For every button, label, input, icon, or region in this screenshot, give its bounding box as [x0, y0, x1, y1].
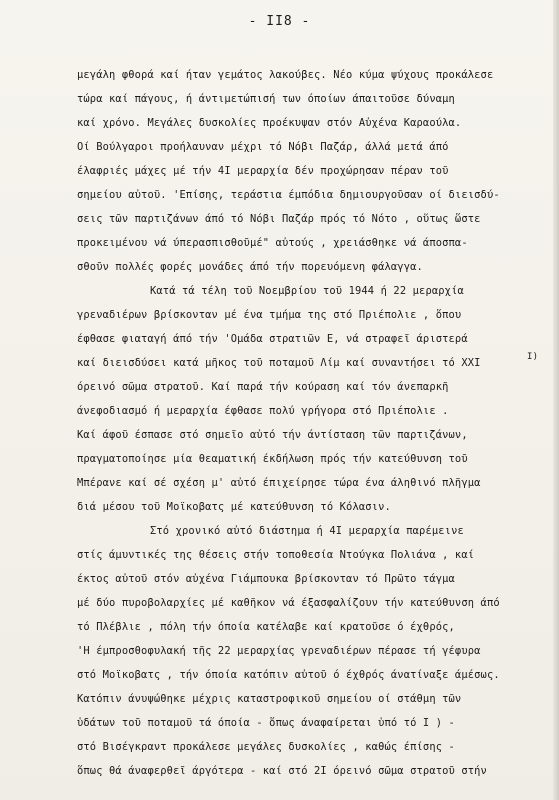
text-line: όρεινό σῶμα στρατοῦ. Καί παρά τήν κούραση καί τόν άνεπαρκῆ [77, 381, 449, 393]
text-line: στίς άμυντικές της θέσεις στήν τοποθεσία Ντούγκα Πολιάνα , καί [77, 549, 475, 561]
text-line: γρεναδιέρων βρίσκονταν μέ ένα τμήμα της στό Πριέπολιε , ὅπου [77, 309, 462, 321]
text-line: τώρα καί πάγους, ή άντιμετώπισή των όποίων άπαιτοῦσε δύναμη [77, 93, 455, 105]
text-line: Οί Βούλγαροι προήλαυναν μέχρι τό Νόβι Παζάρ, άλλά μετά άπό [77, 141, 449, 153]
text-line: μεγάλη φθορά καί ήταν γεμάτος λακούβες. Νέο κύμα ψύχους προκάλεσε [77, 69, 494, 81]
text-line: στό Μοϊκοβατς , τήν όποία κατόπιν αὐτοῦ ό έχθρός άνατίναξε άμέσως. [77, 669, 500, 681]
text-line: 'Η έμπροσθοφυλακή τῆς 22 μεραρχίας γρεναδιέρων πέρασε τή γέφυρα [77, 645, 481, 657]
text-line: τό Πλέβλιε , πόλη τήν όποία κατέλαβε καί κρατοῦσε ό έχθρός, [77, 621, 455, 633]
text-line: άνεφοδιασμό ή μεραρχία έφθασε πολύ γρήγορα στό Πριέπολιε . [77, 405, 449, 417]
text-line: έφθασε φιαταγή άπό τήν 'Ομάδα στρατιῶν Ε, νά στραφεῖ άριστερά [77, 333, 468, 345]
text-line: διά μέσου τοῦ Μοϊκοβατς μέ κατεύθυνση τό Κόλασιν. [77, 501, 391, 513]
text-line: έκτος αὐτοῦ στόν αὐχένα Γιάμπουκα βρίσκονταν τό Πρῶτο τάγμα [77, 573, 455, 585]
text-line: καί χρόνο. Μεγάλες δυσκολίες προέκυψαν στόν Αὐχένα Καραούλα. [77, 117, 462, 129]
text-line: σημείου αὐτοῦ. 'Επίσης, τεράστια έμπόδια δημιουργοῦσαν οί διεισδύ- [77, 189, 500, 201]
text-line: προκειμένου νά ύπερασπισθοῦμέ" αὐτούς , χρειάσθηκε νά άποσπα- [77, 237, 468, 249]
text-line: μέ δύο πυροβολαρχίες μέ καθῆκον νά έξασφαλίζουν τήν κατεύθυνση άπό [77, 597, 500, 609]
text-line: Κατόπιν άνυψώθηκε μέχρις καταστροφικοῦ σημείου οί στάθμη τῶν [77, 693, 462, 705]
page-number: - II8 - [248, 14, 311, 29]
text-line: Καί άφοῦ έσπασε στό σημεῖο αὐτό τήν άντίσταση τῶν παρτιζάνων, [77, 429, 468, 441]
text-line: πραγματοποίησε μία θεαματική έκδήλωση πρός τήν κατεύθυνση τοῦ [77, 453, 468, 465]
text-line: Μπέρανε καί σέ σχέση μ' αὐτό έπιχείρησε τώρα ένα άληθινό πλῆγμα [77, 477, 481, 489]
text-line: ὑδάτων τοῦ ποταμοῦ τά όποία - ὅπως άναφαίρεται ὑπό τό Ι ) - [77, 717, 455, 729]
text-line: σθοῦν πολλές φορές μονάδες άπό τήν πορευόμενη φάλαγγα. [77, 261, 423, 273]
text-line: καί διεισδύσει κατά μῆκος τοῦ ποταμοῦ Λίμ καί συναντήσει τό XXI [77, 357, 481, 369]
text-line: έλαφριές μάχες μέ τήν 4Ι μεραρχία δέν προχώρησαν πέραν τοῦ [77, 165, 449, 177]
text-line: Στό χρονικό αὐτό διάστημα ή 4Ι μεραρχία παρέμεινε [150, 525, 464, 537]
page-edge [553, 0, 559, 800]
text-line: ὅπως θά άναφερθεῖ άργότερα - καί στό 2Ι όρεινό σῶμα στρατοῦ στήν [77, 765, 487, 777]
text-line: σεις τῶν παρτιζάνων άπό τό Νόβι Παζάρ πρός τό Νότο , οὕτως ὥστε [77, 213, 481, 225]
text-line: Κατά τά τέλη τοῦ Νοεμβρίου τοῦ 1944 ή 22 μεραρχία [150, 285, 464, 297]
text-line: στό Βισέγκραντ προκάλεσε μεγάλες δυσκολίες , καθώς έπίσης - [77, 741, 455, 753]
footnote-marker: I) [527, 352, 539, 362]
